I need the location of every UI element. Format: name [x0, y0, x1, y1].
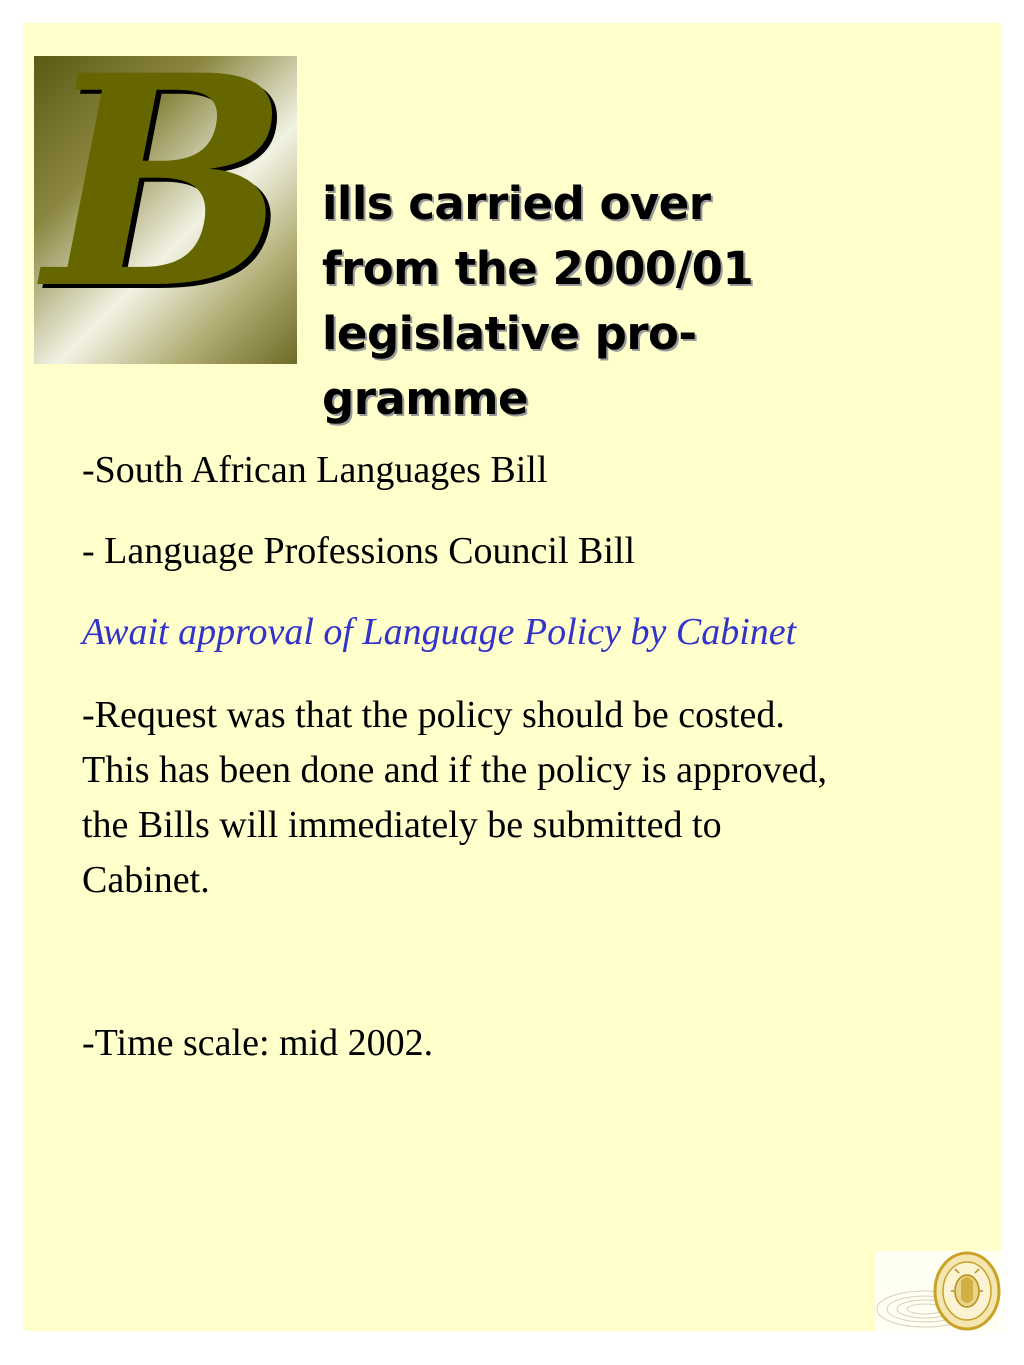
time-scale: -Time scale: mid 2002.: [82, 1022, 434, 1064]
title-line: from the 2000/01: [322, 242, 754, 295]
bill-item-south-african-languages: -South African Languages Bill: [82, 449, 548, 491]
paragraph-line: the Bills will immediately be submitted to: [82, 804, 722, 846]
bill-item-language-professions-council: - Language Professions Council Bill: [82, 530, 636, 572]
status-note: Await approval of Language Policy by Cabinet: [82, 611, 797, 653]
department-seal-icon: [875, 1251, 1001, 1331]
explanation-paragraph: [82, 688, 982, 908]
dropcap-letter: B: [44, 56, 290, 353]
slide-title: [322, 171, 942, 431]
title-line: gramme: [322, 372, 529, 425]
slide: [23, 23, 1001, 1331]
dropcap-box: [34, 56, 297, 364]
title-line: ills carried over: [322, 177, 711, 230]
paragraph-line: -Request was that the policy should be costed.: [82, 694, 785, 736]
title-line: legislative pro-: [322, 307, 697, 360]
paragraph-line: This has been done and if the policy is approved,: [82, 749, 828, 791]
paragraph-line: Cabinet.: [82, 859, 210, 901]
seal-graphic: [875, 1251, 1001, 1331]
